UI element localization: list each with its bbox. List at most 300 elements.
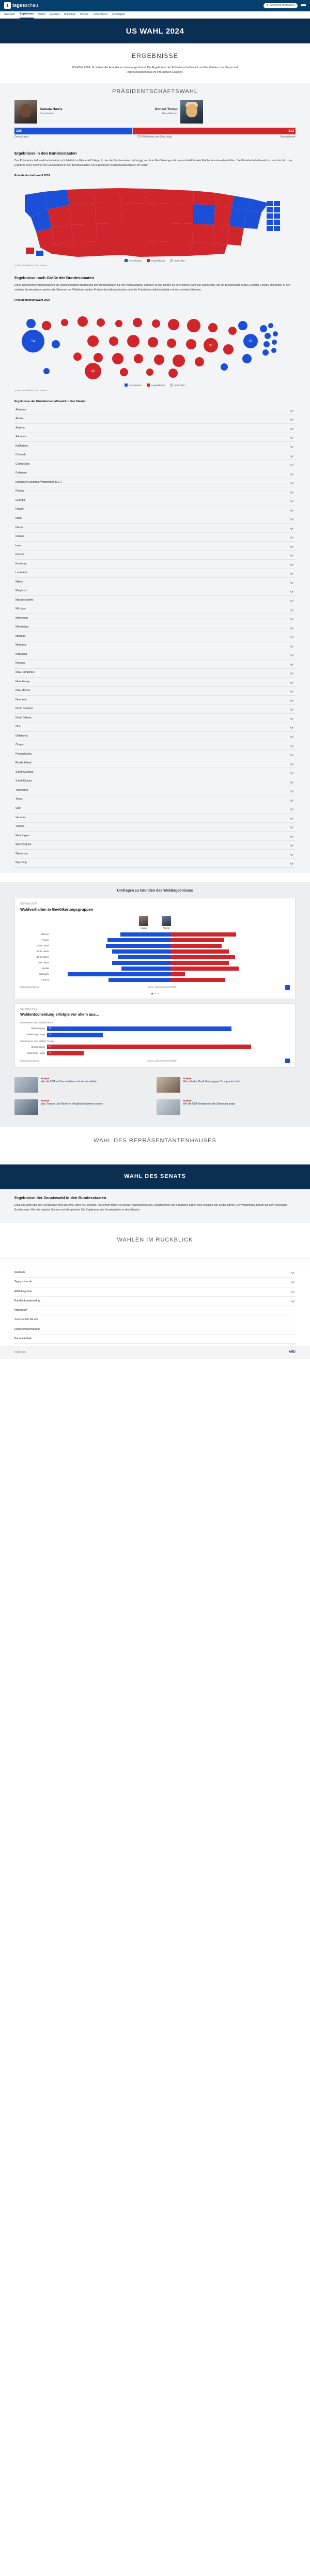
state-label: New York: [16, 698, 27, 701]
footer-link: Startseite: [14, 1271, 26, 1275]
chevron-down-icon: [290, 517, 293, 520]
chevron-down-icon: [290, 743, 293, 747]
chevron-down-icon: [290, 599, 293, 602]
state-label: Arkansas: [16, 435, 27, 439]
chevron-down-icon: [290, 453, 293, 457]
teaser-card[interactable]: [157, 1099, 296, 1115]
footer-row[interactable]: [14, 1268, 296, 1278]
polls-section: [0, 882, 310, 1127]
list-item[interactable]: [14, 596, 296, 605]
state-label: Texas: [16, 798, 23, 801]
candidate-trump: [155, 100, 296, 124]
footer-link: Tagesschau.de: [14, 1280, 32, 1284]
map-caption: Präsidentschaftswahl 2024: [14, 174, 50, 177]
list-item[interactable]: [14, 777, 296, 787]
poll-row-label: Frauen: [41, 938, 49, 941]
list-item[interactable]: [14, 460, 296, 469]
results-title: ERGEBNISSE: [131, 52, 179, 59]
teaser-title: Wie sich das Duell Harris gegen Trump entschied: [183, 1080, 240, 1084]
chevron-down-icon: [290, 753, 293, 756]
nav-item-active[interactable]: Ergebnisse: [20, 11, 34, 19]
state-label: Maryland: [16, 589, 27, 593]
list-item[interactable]: [14, 424, 296, 433]
chevron-down-icon: [290, 734, 293, 738]
section-text-bubble: Diese Darstellung veranschaulicht die unterschiedliche Bedeutung der Bundesstaaten für den Wahlausgang. Größere Kreise stehen für eine höhere Zahl von Wahlleuten, die ein Bundesstaat in das Electoral College entsendet. In den meisten Bundesstaaten gehen alle Stimmen der Wahlleute an den Präsidentschaftskandidaten oder die Präsidentschaftskandidatin mit den meisten Stimmen.: [14, 284, 290, 292]
footer-row[interactable]: [14, 1335, 296, 1344]
legend-dem: Demokraten: [129, 384, 142, 387]
poll-row-value: 84: [49, 1045, 52, 1048]
svg-text:28: 28: [249, 340, 253, 344]
teaser-image: [157, 1077, 180, 1093]
hero-banner: [0, 19, 310, 43]
card-tag: Wahltagsbefragung: [20, 1059, 39, 1062]
nav-item-3[interactable]: Wirtschaft: [64, 12, 76, 16]
teaser-title: Was Trumps und Harris im Vergleich bewerten wurden: [41, 1102, 103, 1106]
main-nav: [0, 11, 310, 19]
section-heading-states: Ergebnisse in den Bundesstaaten: [14, 150, 77, 156]
state-label: Hawaii: [16, 508, 24, 511]
list-item[interactable]: [14, 759, 296, 769]
state-label: Nebraska: [16, 652, 27, 656]
retro-title: WAHLEN IM RÜCKBLICK: [117, 1237, 193, 1244]
list-item[interactable]: [14, 551, 296, 560]
chevron-down-icon: [290, 426, 293, 430]
candidate-name: Kamala Harris: [40, 108, 63, 112]
chevron-down-icon: [290, 662, 293, 666]
chevron-down-icon: [290, 816, 293, 820]
list-item[interactable]: [14, 823, 296, 832]
state-label: Maine: [16, 580, 23, 584]
chevron-down-icon: [290, 807, 293, 810]
list-item[interactable]: [14, 705, 296, 714]
state-label: Montana: [16, 643, 26, 647]
teaser-image: [14, 1099, 38, 1115]
carousel-dot-2[interactable]: [158, 993, 159, 994]
footer-row[interactable]: [14, 1297, 296, 1306]
chevron-down-icon: [290, 798, 293, 802]
page-title: US WAHL 2024: [126, 27, 184, 36]
teaser-card[interactable]: [14, 1077, 153, 1093]
state-label: Alabama: [16, 408, 26, 411]
state-label: Nevada: [16, 662, 25, 665]
footer-row[interactable]: [14, 1287, 296, 1297]
logo-mark-icon: t: [4, 2, 11, 9]
list-item[interactable]: [14, 533, 296, 542]
teaser-card[interactable]: [14, 1099, 153, 1115]
poll-row-label: 30-44 Jahre: [36, 949, 49, 953]
chevron-down-icon: [290, 526, 293, 530]
list-item[interactable]: [14, 795, 296, 805]
state-label: North Dakota: [16, 716, 32, 719]
share-icon[interactable]: [285, 1059, 290, 1063]
list-item[interactable]: [14, 687, 296, 696]
list-item[interactable]: [14, 804, 296, 814]
nav-item-5[interactable]: Faktenfinder: [93, 12, 108, 16]
footer-sublink: Zu erreichen Sie uns: [14, 1318, 39, 1322]
list-item[interactable]: [14, 859, 296, 868]
candidate-harris: [14, 100, 155, 124]
chevron-down-icon: [290, 671, 293, 674]
footer-row[interactable]: [14, 1325, 296, 1335]
poll-row: [20, 967, 290, 971]
bar-label-left: Demokraten: [14, 135, 29, 139]
presidential-title: PRÄSIDENTSCHAFTSWAHL: [112, 88, 198, 95]
section-heading-bubble: Ergebnisse nach Größe der Bundesstaaten: [14, 275, 94, 281]
nav-item-0[interactable]: Startseite: [4, 12, 16, 16]
svg-text:30: 30: [209, 344, 213, 348]
candidate-party: Demokraten: [40, 112, 54, 115]
svg-text:40: 40: [91, 370, 95, 374]
state-label: Vermont: [16, 816, 26, 819]
section-text-states: Das Präsidentschaftswahl entscheidet sich letztlich im Electoral College. In das die Bundesstaaten abhängig von ihrer Bevölkerungszahl unterschiedlich viele Wahlleute entsenden dürfen. Die Präsidentschaftswahl ist damit letztlich das Ergebnis einer Summe von Einzelwahlen in den Bundesstaaten. Die Ergebnisse in den Bundesstaaten im Detail:: [14, 159, 292, 167]
list-item[interactable]: [14, 723, 296, 732]
list-item[interactable]: [14, 750, 296, 759]
poll-row: [20, 1051, 290, 1055]
poll-row-label: Latinos: [41, 978, 49, 981]
menu-icon[interactable]: [301, 4, 306, 8]
ard-logo: ARD: [289, 1351, 296, 1354]
senate-title: WAHL DES SENATS: [124, 1173, 186, 1180]
teaser-image: [157, 1099, 180, 1115]
teaser-title: Wie die USA bewegt und die Stimmung prägt: [183, 1102, 235, 1106]
bar-segment-rep: 312: [133, 128, 296, 134]
brand-primary: tages: [12, 3, 25, 8]
avatar: [180, 100, 203, 124]
states-accordion: [14, 406, 296, 868]
site-logo[interactable]: [4, 2, 38, 9]
list-item[interactable]: [14, 469, 296, 479]
top-bar: [0, 0, 310, 11]
card-kicker: US-Wahl 2024: [20, 902, 37, 906]
nav-item-2[interactable]: Ausland: [50, 12, 59, 16]
chevron-down-icon: [290, 780, 293, 784]
list-item[interactable]: [14, 524, 296, 533]
electoral-bar-chart: [0, 124, 310, 139]
poll-row: [20, 978, 290, 982]
teaser-card[interactable]: [157, 1077, 296, 1093]
list-item[interactable]: [14, 496, 296, 505]
state-label: New Mexico: [16, 689, 30, 693]
list-item[interactable]: [14, 514, 296, 524]
state-label: Oregon: [16, 743, 25, 747]
chevron-down-icon: [290, 852, 293, 856]
state-label: Ohio: [16, 725, 21, 729]
poll-row: [20, 1045, 290, 1049]
state-label: Utah: [16, 806, 21, 810]
state-label: Illinois: [16, 526, 23, 529]
chevron-down-icon: [290, 698, 293, 702]
avatar: [139, 916, 148, 926]
house-section: [0, 1127, 310, 1156]
legend-rep: Republikaner: [151, 384, 165, 387]
card-title: Wahlentscheidung erfolgte vor allem aus...: [20, 1012, 99, 1017]
state-label: West Virginia: [16, 843, 32, 847]
list-item[interactable]: [14, 478, 296, 487]
list-item[interactable]: [14, 587, 296, 596]
chevron-down-icon: [290, 608, 293, 611]
bar-label-needed: 270 Wahlleute zum Sieg nötig: [137, 135, 172, 139]
state-label: Virginia: [16, 825, 25, 829]
state-label: Arizona: [16, 426, 25, 430]
chevron-down-icon: [290, 771, 293, 774]
list-item[interactable]: [14, 614, 296, 623]
footer-link: ARD-Angebote: [14, 1290, 32, 1293]
list-item[interactable]: [14, 678, 296, 687]
bubble-caption: Präsidentschaftswahl 2024: [14, 299, 50, 302]
senate-detail: [0, 1189, 310, 1223]
search-placeholder-text: Sendung anpassen: [270, 4, 295, 7]
footer-sublink: Barrierefreiheit: [14, 1337, 32, 1340]
chevron-down-icon: [290, 762, 293, 765]
poll-row: [20, 1026, 290, 1031]
poll-card-motivation: [14, 1003, 296, 1068]
candidate-party: Republikaner: [162, 112, 178, 115]
list-item[interactable]: [14, 850, 296, 859]
state-label: Kentucky: [16, 562, 27, 565]
chevron-down-icon: [290, 635, 293, 638]
bubble-source: Quelle: AP/Wahlen in den Staaten: [14, 389, 48, 392]
card-title: Wahlverhalten in Bevölkerungsgruppen: [20, 907, 94, 912]
state-label: Massachusetts: [16, 598, 34, 602]
state-label: Wisconsin: [16, 852, 28, 855]
chevron-down-icon: [290, 417, 293, 421]
state-label: North Carolina: [16, 707, 33, 711]
chevron-down-icon: [290, 653, 293, 656]
list-item[interactable]: [14, 569, 296, 578]
avatar: [14, 100, 37, 124]
chevron-down-icon: [290, 644, 293, 648]
senate-section-heading: Ergebnisse der Senatswahl in den Bundesstaaten: [14, 1195, 106, 1201]
nav-item-4[interactable]: Wissen: [80, 12, 89, 16]
state-label: South Dakota: [16, 779, 32, 783]
chevron-down-icon: [290, 571, 293, 575]
poll-row-label: Weiße: [42, 967, 49, 970]
state-label: New Jersey: [16, 680, 30, 683]
list-item[interactable]: [14, 578, 296, 587]
list-item[interactable]: [14, 632, 296, 641]
poll-card-groups: [14, 898, 296, 999]
footer-row[interactable]: [14, 1315, 296, 1325]
list-item[interactable]: [14, 505, 296, 515]
chevron-down-icon: [290, 444, 293, 448]
site-footer: [0, 1266, 310, 1359]
map-source: Quelle: AP/Wahlen in den Staaten: [14, 264, 48, 267]
senate-section: [0, 1164, 310, 1189]
teaser-grid: [0, 1072, 310, 1118]
poll-row: [20, 961, 290, 965]
poll-row: [20, 972, 290, 976]
state-label: New Hampshire: [16, 671, 35, 674]
list-item[interactable]: [14, 605, 296, 615]
footer-sublink: Impressum: [14, 1309, 27, 1312]
state-label: Colorado: [16, 453, 27, 457]
presidential-section: [0, 83, 310, 873]
carousel-dot-0[interactable]: [151, 993, 153, 994]
map-legend: [14, 259, 296, 263]
chevron-down-icon: [291, 1280, 295, 1283]
poll-row-label: Überzeugung: [30, 1026, 45, 1030]
bubble-legend: [14, 384, 296, 388]
state-label: Louisiana: [16, 571, 27, 575]
chevron-down-icon: [291, 1290, 295, 1293]
us-electoral-map[interactable]: [14, 180, 296, 258]
candidate-row: [0, 100, 310, 124]
chevron-down-icon: [290, 716, 293, 720]
carousel-dots[interactable]: [20, 993, 290, 994]
poll-row-value: 23: [49, 1033, 52, 1036]
chevron-down-icon: [291, 1299, 295, 1302]
nav-item-1[interactable]: Inland: [38, 12, 45, 16]
chevron-down-icon: [290, 553, 293, 557]
poll-row-label: 45-64 Jahre: [36, 955, 49, 958]
chevron-down-icon: [290, 843, 293, 847]
house-title: WAHL DES REPRÄSENTANTENHAUSES: [94, 1138, 216, 1144]
legend-open: noch offen: [174, 259, 185, 262]
teaser-kicker: Analyse: [41, 1099, 50, 1102]
teaser-kicker: Analyse: [183, 1077, 192, 1080]
chevron-down-icon: [290, 834, 293, 838]
poll-row-value: 76: [49, 1026, 52, 1030]
results-header: [0, 43, 310, 63]
list-item[interactable]: [14, 542, 296, 551]
chevron-down-icon: [290, 499, 293, 502]
footer-row[interactable]: [14, 1306, 296, 1315]
poll-row-label: Männer: [41, 932, 49, 936]
list-item[interactable]: [14, 732, 296, 741]
nav-item-6[interactable]: Investigativ: [112, 12, 126, 16]
results-intro: US-Wahl 2024: So haben die Amerikaner:innen abgestimmt. Die Ergebnisse der Präsidentschaftswahl und der Wahlen zum Senat und Repräsentantenhaus im interaktiven Grafiken.: [72, 66, 238, 74]
chevron-down-icon: [290, 472, 293, 476]
list-item[interactable]: [14, 415, 296, 424]
footer-row[interactable]: [14, 1278, 296, 1287]
state-label: Indiana: [16, 535, 25, 539]
polls-heading: Umfragen zu Gründen des Wahlergebnisses: [117, 889, 193, 893]
search-icon: ●: [267, 4, 269, 7]
list-item[interactable]: [14, 433, 296, 442]
group-label-harris: Wählerinnen und Wähler Harris: [20, 1021, 54, 1024]
svg-text:54: 54: [31, 340, 35, 344]
state-label: Georgia: [16, 498, 25, 502]
chevron-down-icon: [290, 861, 293, 865]
brand-secondary: schau: [25, 3, 38, 8]
card-tag: Wahltagsbefragung: [20, 986, 39, 989]
teaser-image: [14, 1077, 38, 1093]
list-item[interactable]: [14, 841, 296, 850]
list-item[interactable]: [14, 768, 296, 777]
states-list-title: Ergebnisse der Präsidentschaftswahl in den Staaten: [14, 400, 87, 403]
chevron-down-icon: [290, 707, 293, 711]
bar-label-right: Republikaner: [280, 135, 296, 139]
state-label: Wyoming: [16, 861, 27, 865]
poll-row: [20, 938, 290, 942]
group-label-trump: Wählerinnen und Wähler Trump: [20, 1039, 54, 1042]
chevron-down-icon: [290, 725, 293, 729]
share-icon[interactable]: [285, 985, 290, 990]
list-item[interactable]: [14, 451, 296, 461]
list-item[interactable]: [14, 560, 296, 569]
footer-bottom-links[interactable]: Impressum: [14, 1351, 26, 1354]
state-label: Iowa: [16, 544, 21, 547]
chevron-down-icon: [290, 481, 293, 484]
poll-row: [20, 944, 290, 948]
list-item[interactable]: [14, 660, 296, 669]
list-item[interactable]: [14, 669, 296, 678]
list-item[interactable]: [14, 786, 296, 795]
legend-open: noch offen: [174, 384, 185, 387]
candidate-short-left: Harris: [141, 927, 147, 930]
chevron-down-icon: [290, 580, 293, 584]
list-item[interactable]: [14, 641, 296, 651]
state-label: Oklahoma: [16, 734, 28, 738]
carousel-dot-1[interactable]: [154, 993, 156, 994]
list-item[interactable]: [14, 714, 296, 723]
bubble-svg: [14, 305, 296, 382]
state-label: Tennessee: [16, 788, 29, 792]
footer-link: Rundfunkstaatsvertrag: [14, 1299, 41, 1302]
poll-row-label: Überzeugung: [30, 1045, 45, 1048]
state-label: Delaware: [16, 471, 27, 475]
poll-row-label: 18-29 Jahre: [36, 944, 49, 947]
chevron-down-icon: [290, 617, 293, 620]
senate-text: Etwa ein Drittel der 100 Senatssitze wird alle zwei Jahre neu gewählt. Außerdem finden bei Bedarf Nachwahlen statt. Senatorinnen und Senatoren haben eine Amtszeit von sechs Jahren. Der Wahlmodus beruht auf dem jeweiligen Bundesstaat: Wer die meisten Stimmen erhält, gewinnt. Die Ergebnisse der Senatswahlen in den Staaten:: [14, 1204, 287, 1212]
footer-sublink: Datenschutzerklärung: [14, 1327, 40, 1331]
list-item[interactable]: [14, 741, 296, 750]
chevron-down-icon: [290, 562, 293, 566]
state-label: Rhode Island: [16, 761, 32, 765]
poll-row-label: Ablehnung Harris: [27, 1051, 45, 1054]
avatar: [162, 916, 171, 926]
list-item[interactable]: [14, 623, 296, 633]
retro-section: [0, 1223, 310, 1259]
list-item[interactable]: [14, 406, 296, 415]
chevron-down-icon: [290, 490, 293, 494]
teaser-kicker: Analyse: [41, 1077, 50, 1080]
poll-row: [20, 1033, 290, 1037]
map-svg: [14, 180, 296, 258]
list-item[interactable]: [14, 696, 296, 705]
card-source: Quelle: Edison Research/NEP: [147, 1059, 177, 1062]
chevron-down-icon: [290, 825, 293, 829]
search-input[interactable]: [264, 3, 298, 8]
state-label: South Carolina: [16, 770, 34, 774]
list-item[interactable]: [14, 442, 296, 451]
list-item[interactable]: [14, 650, 296, 660]
us-bubble-map[interactable]: [14, 305, 296, 382]
teaser-title: Wie die USA auf Kurs bleiben und wie sie wählte: [41, 1080, 97, 1084]
chevron-down-icon: [290, 463, 293, 466]
chevron-down-icon: [290, 535, 293, 539]
state-label: Alaska: [16, 417, 24, 421]
list-item[interactable]: [14, 487, 296, 497]
candidate-name: Donald Trump: [155, 108, 178, 112]
chevron-down-icon: [290, 689, 293, 693]
state-label: Mississippi: [16, 625, 29, 629]
bar-segment-dem: 226: [14, 128, 132, 134]
poll-row: [20, 955, 290, 959]
state-label: District of Columbia (Washington D.C.): [16, 480, 61, 484]
list-item[interactable]: [14, 832, 296, 841]
chevron-down-icon: [290, 626, 293, 630]
state-label: Connecticut: [16, 462, 30, 466]
chevron-down-icon: [290, 589, 293, 593]
chevron-down-icon: [290, 508, 293, 512]
poll-row-label: Schwarze: [38, 972, 49, 975]
candidate-short-right: Trump: [163, 927, 170, 930]
card-source: Quelle: Edison Research/NEP: [147, 986, 177, 989]
card-kicker: US-Wahl 2024: [20, 1007, 37, 1011]
list-item[interactable]: [14, 814, 296, 823]
chevron-down-icon: [291, 1270, 295, 1274]
